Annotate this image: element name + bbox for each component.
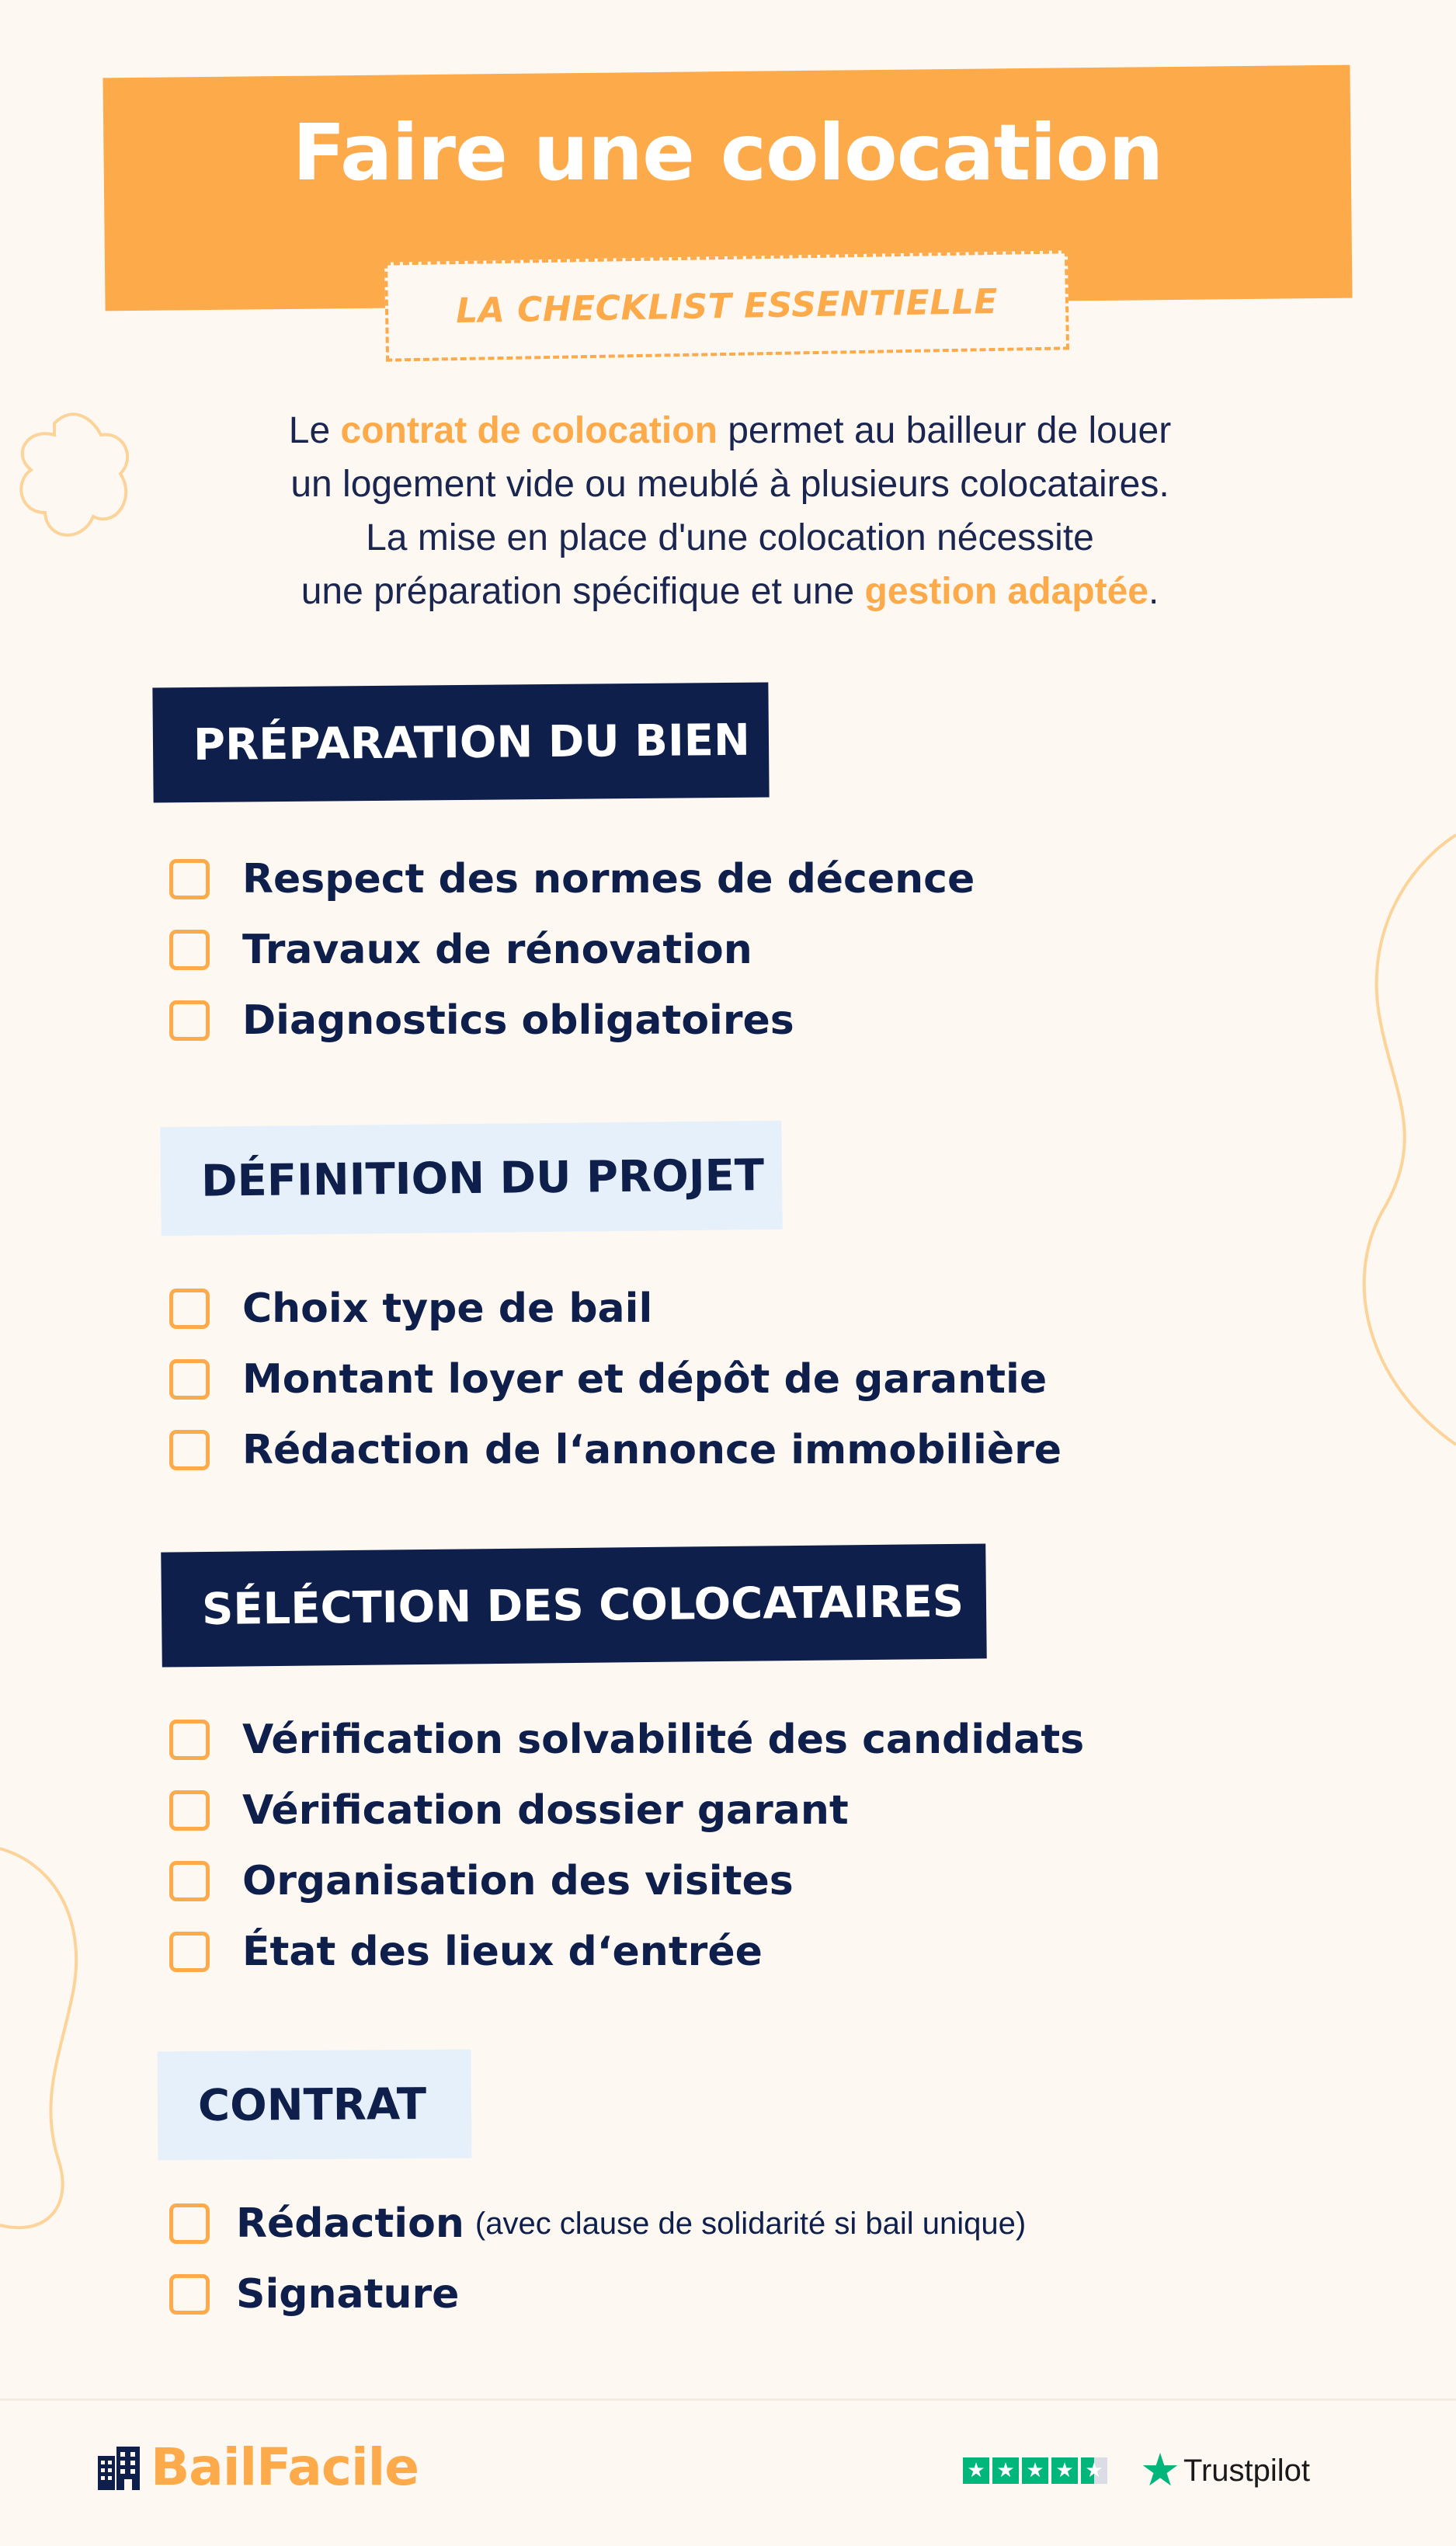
section-header-definition [160,1121,782,1236]
item-label: État des lieux d‘entrée [242,1929,763,1975]
half-star-icon: ★ [1081,2457,1107,2484]
intro-highlight: gestion adaptée [864,571,1148,612]
footer-divider [0,2398,1456,2401]
checkbox[interactable] [169,1861,210,1901]
checkbox[interactable] [169,2203,210,2244]
checklist-item[interactable] [169,919,975,981]
wave-decoration-right [1364,835,1456,1445]
intro-text: . [1148,571,1159,612]
item-label: Signature [236,2271,460,2318]
checklist-item[interactable] [169,1921,1084,1983]
subtitle-box [384,250,1069,361]
item-label: Vérification dossier garant [242,1787,849,1834]
checkbox[interactable] [169,1000,210,1041]
item-label: Vérification solvabilité des candidats [242,1716,1085,1763]
brand-logo[interactable] [98,2437,419,2497]
checklist-item[interactable] [169,2193,1026,2255]
trustpilot-star-icon: ★ [1140,2445,1180,2496]
section-title: DÉFINITION DU PROJET [200,1150,765,1207]
checklist-item[interactable] [169,1779,1084,1842]
building-icon [98,2445,140,2490]
star-icon: ★ [963,2457,989,2484]
checklist-preparation [169,848,975,1052]
wave-decoration-left [0,1849,76,2228]
page-title: Faire une colocation [292,107,1163,198]
section-header-selection [161,1543,986,1667]
intro-text: permet au bailleur de louer [717,410,1172,451]
section-header-preparation [152,683,769,803]
item-label: Travaux de rénovation [242,927,752,973]
checkbox[interactable] [169,1289,210,1329]
intro-paragraph [140,404,1320,618]
star-icon: ★ [1022,2457,1048,2484]
checkbox[interactable] [169,1359,210,1400]
item-label: Rédaction de l‘annonce immobilière [242,1427,1062,1473]
checklist-selection [169,1709,1084,1983]
star-icon: ★ [992,2457,1019,2484]
checkbox[interactable] [169,1932,210,1972]
checklist-item[interactable] [169,1419,1062,1481]
item-label: Respect des normes de décence [242,856,975,903]
intro-highlight: contrat de colocation [340,410,718,451]
star-icon: ★ [1051,2457,1078,2484]
trustpilot-rating[interactable] [963,2445,1311,2496]
section-title: SÉLÉCTION DES COLOCATAIRES [201,1576,964,1635]
checklist-item[interactable] [169,848,975,910]
intro-text: La mise en place d'une colocation nécessite [366,517,1094,558]
checklist-definition [169,1278,1062,1481]
intro-text: un logement vide ou meublé à plusieurs colocataires. [290,464,1169,505]
item-label: Organisation des visites [242,1858,794,1904]
item-label: Montant loyer et dépôt de garantie [242,1356,1048,1403]
rating-stars [963,2457,1110,2484]
brand-name: BailFacile [151,2437,419,2497]
page-subtitle: LA CHECKLIST ESSENTIELLE [455,281,999,331]
checkbox[interactable] [169,930,210,970]
checklist-item[interactable] [169,2263,1026,2325]
section-title: CONTRAT [197,2078,427,2131]
checklist-item[interactable] [169,1850,1084,1912]
trustpilot-logo [1140,2445,1311,2496]
checkbox[interactable] [169,1430,210,1470]
item-label: Choix type de bail [242,1285,653,1332]
checklist-item[interactable] [169,1278,1062,1340]
item-note: (avec clause de solidarité si bail unique) [474,2206,1027,2241]
checklist-item[interactable] [169,990,975,1052]
intro-text: une préparation spécifique et une [301,571,865,612]
checkbox[interactable] [169,859,210,899]
checklist-item[interactable] [169,1709,1084,1771]
item-label: Diagnostics obligatoires [242,997,794,1044]
section-header-contrat [158,2050,472,2161]
trustpilot-label: Trustpilot [1183,2453,1311,2488]
checkbox[interactable] [169,1720,210,1760]
blob-decoration [21,414,127,535]
intro-text: Le [288,410,341,451]
checkbox[interactable] [169,1790,210,1831]
section-title: PRÉPARATION DU BIEN [193,715,751,770]
checklist-item[interactable] [169,1348,1062,1410]
checkbox[interactable] [169,2274,210,2315]
checklist-contrat [169,2193,1026,2325]
item-label: Rédaction [236,2200,464,2247]
